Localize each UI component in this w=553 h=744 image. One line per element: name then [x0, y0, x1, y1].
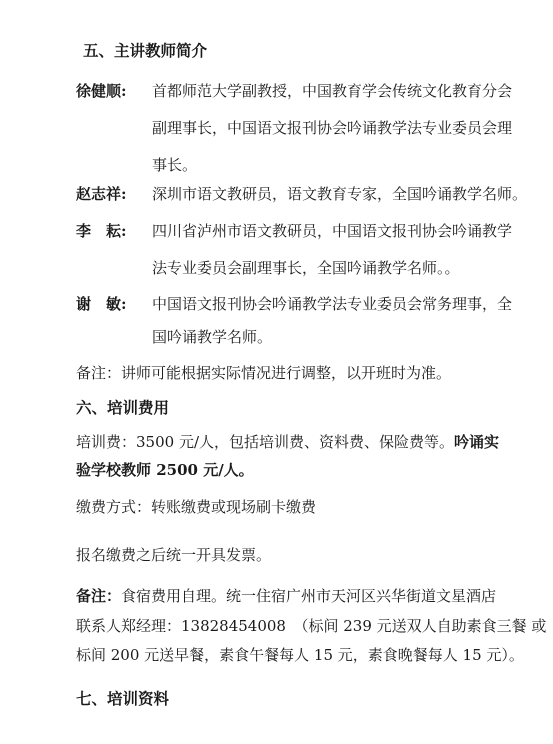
teacher-bio-line: 国吟诵教学名师。 [152, 328, 273, 346]
lodging-note [76, 586, 496, 606]
contact-line-2: 标间 200 元送早餐，素食午餐每人 15 元，素食晚餐每人 15 元）。 [76, 646, 524, 664]
teacher-entry-li [76, 221, 512, 241]
fee-line [76, 432, 499, 452]
teacher-name: 李 耘: [76, 222, 127, 240]
teacher-name: 赵志祥: [76, 185, 127, 203]
section-5-heading: 五、主讲教师简介 [83, 41, 208, 60]
teacher-bio-line: 中国语文报刊协会吟诵教学法专业委员会常务理事，全 [152, 295, 513, 313]
section-6-heading: 六、培训费用 [76, 398, 170, 417]
section-5-note: 备注：讲师可能根据实际情况进行调整，以开班时为准。 [76, 364, 452, 382]
teacher-bio-line: 副理事长，中国语文报刊协会吟诵教学法专业委员会理 [152, 119, 513, 137]
teacher-entry-xie [76, 294, 512, 314]
teacher-name: 徐健顺: [76, 82, 127, 100]
fee-highlight: 吟诵实 [454, 433, 500, 451]
note-label: 备注： [76, 587, 122, 605]
teacher-bio-line: 四川省泸州市语文教研员，中国语文报刊协会吟诵教学 [152, 222, 513, 240]
teacher-name: 谢 敏: [76, 295, 127, 313]
teacher-bio-line: 事长。 [152, 156, 198, 174]
section-7-heading: 七、培训资料 [76, 689, 170, 708]
teacher-entry-xu [76, 81, 512, 101]
contact-line: 联系人郑经理：13828454008 （标间 239 元送双人自助素食三餐 或 [76, 617, 547, 635]
payment-method: 缴费方式：转账缴费或现场刷卡缴费 [76, 498, 317, 516]
fee-highlight-line: 验学校教师 2500 元/人。 [76, 461, 254, 479]
teacher-bio-line: 首都师范大学副教授，中国教育学会传统文化教育分会 [152, 82, 513, 100]
note-text: 食宿费用自理。统一住宿广州市天河区兴华街道文星酒店 [121, 587, 497, 605]
invoice-note: 报名缴费之后统一开具发票。 [76, 546, 272, 564]
teacher-bio-line: 法专业委员会副理事长，全国吟诵教学名师。。 [152, 259, 460, 277]
teacher-entry-zhao [76, 184, 527, 204]
teacher-bio-line: 深圳市语文教研员，语文教育专家，全国吟诵教学名师。 [152, 185, 528, 203]
fee-text: 培训费：3500 元/人，包括培训费、资料费、保险费等。 [76, 433, 454, 451]
